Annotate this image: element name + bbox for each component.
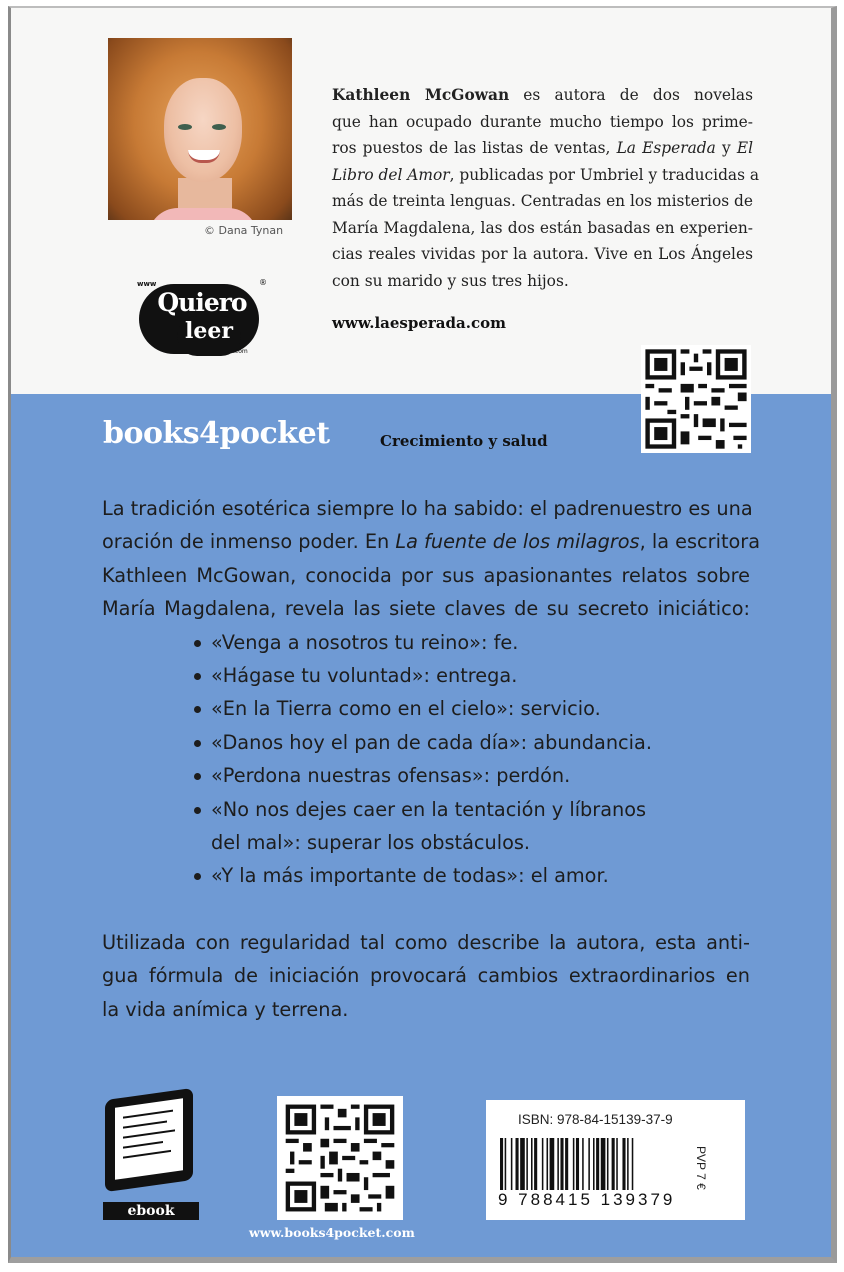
key-item: «Venga a nosotros tu reino»: fe. [194,626,750,659]
logo-com: .com [233,348,248,355]
publisher-brand: books4pocket [103,416,330,451]
closing-line: Utilizada con regularidad tal como describe la autora, esta anti- [102,931,750,954]
bio-line: más de treinta lenguas. Centradas en los misterios de [332,192,753,210]
logo-line1: Quiero [157,288,247,317]
bio-line: Kathleen McGowan es autora de dos novelas [332,86,754,104]
logo-registered: ® [259,278,267,287]
bio-line: María Magdalena, las dos están basadas en experien- [332,218,753,237]
synopsis [102,492,761,893]
key-item: «Y la más importante de todas»: el amor. [194,859,750,892]
bio-line: cias reales vividas por la autora. Vive en Los Ángeles [332,245,753,263]
author-bio [332,82,760,294]
price-label: PVP 7 € [694,1146,708,1190]
quiero-leer-logo [129,272,269,364]
isbn-box [486,1100,745,1220]
logo-line2: leer [185,318,233,344]
logo-www: www [137,280,157,288]
synopsis-line: La tradición esotérica siempre lo ha sabido: el padrenuestro es una [102,497,753,520]
author-photo [108,38,292,220]
author-website: www.laesperada.com [332,314,506,332]
closing-paragraph [102,926,750,1026]
publisher-website: www.books4pocket.com [249,1225,415,1240]
collection-name: Crecimiento y salud [380,432,548,450]
qr-code-bottom [277,1096,403,1220]
bio-line: ros puestos de las listas de ventas, La Esperada y El [332,139,753,157]
key-item: «No nos dejes caer en la tentación y líbranos del mal»: superar los obstáculos. [194,793,661,860]
barcode-digits: 9 788415 139379 [498,1190,676,1209]
qr-code-top [641,345,751,453]
bio-line: que han ocupado durante mucho tiempo los prime- [332,112,753,131]
seven-keys-list [102,626,750,893]
ebook-label: ebook [103,1202,199,1220]
key-item: «Danos hoy el pan de cada día»: abundancia. [194,726,750,759]
synopsis-line: María Magdalena, revela las siete claves de su secreto iniciático: [102,597,750,621]
synopsis-line: Kathleen McGowan, conocida por sus apasionantes relatos sobre [102,563,750,587]
bio-line: con su marido y sus tres hijos. [332,271,569,290]
closing-line: la vida anímica y terrena. [102,997,349,1021]
synopsis-line: oración de inmenso poder. En La fuente de los milagros, la escritora [102,530,761,554]
barcode [500,1138,700,1190]
ebook-icon [103,1094,199,1220]
isbn-label: ISBN: 978-84-15139-37-9 [518,1112,673,1127]
bio-line: Libro del Amor, publicadas por Umbriel y traducidas a [332,165,760,184]
key-item: «Perdona nuestras ofensas»: perdón. [194,759,750,792]
closing-line: gua fórmula de iniciación provocará cambios extraordinarios en [102,964,750,988]
photo-credit: © Dana Tynan [204,224,284,237]
key-item: «En la Tierra como en el cielo»: servicio. [194,692,750,725]
key-item: «Hágase tu voluntad»: entrega. [194,659,750,692]
book-back-cover [8,6,837,1263]
